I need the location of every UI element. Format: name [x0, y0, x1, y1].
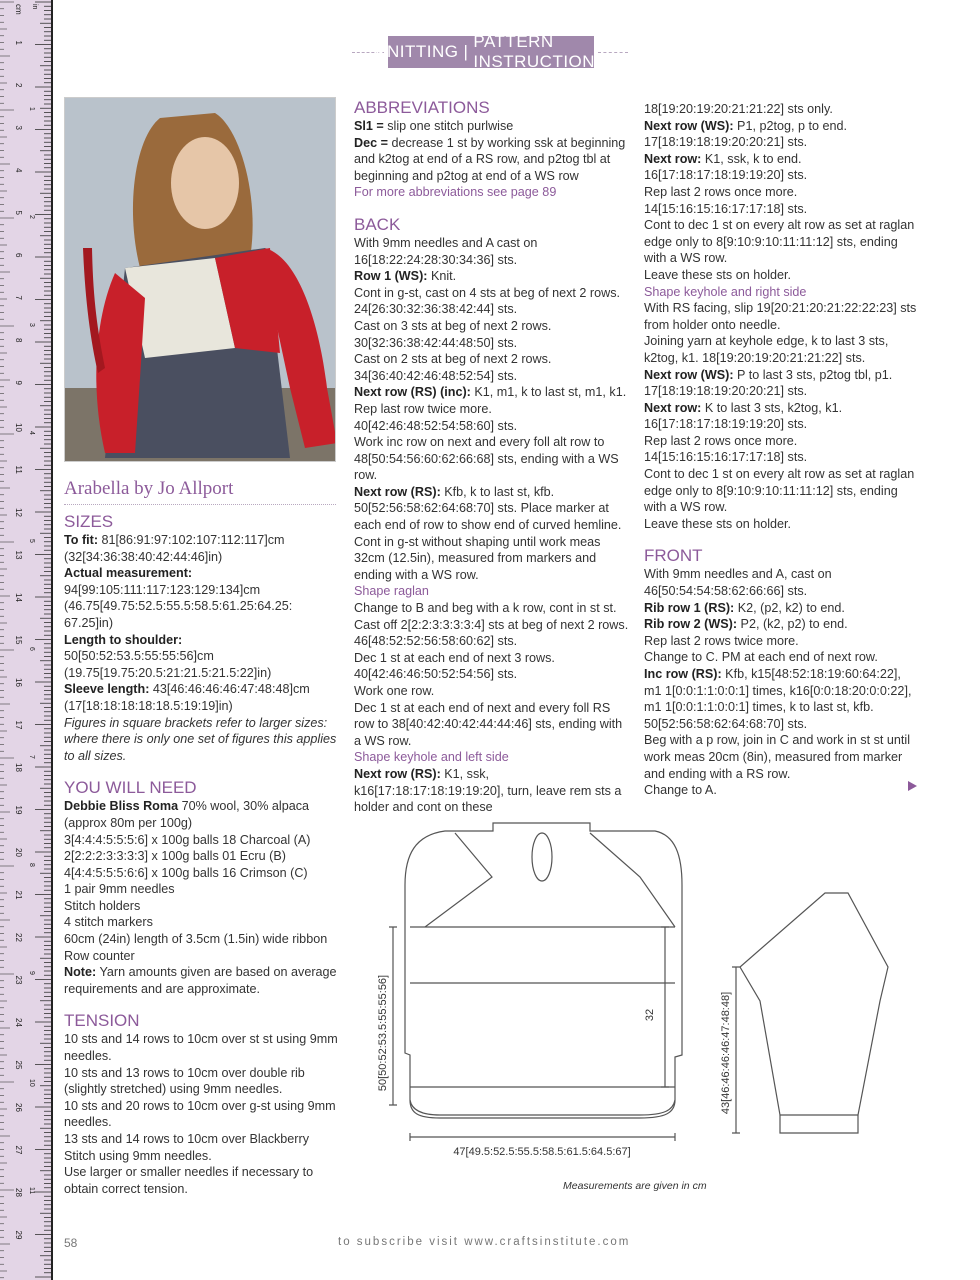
banner-left-text: KNITTING — [375, 42, 459, 61]
keyhole — [532, 833, 552, 881]
ruler-cm-number: 5 — [14, 210, 23, 215]
sizes-heading: SIZES — [64, 512, 114, 531]
back-para: Cast on 2 sts at beg of next 2 rows. 34[36:40:42:46:48:52:54] sts. — [354, 352, 552, 383]
middle-column — [354, 98, 630, 816]
schematic-diagram — [370, 815, 930, 1165]
back-row1 — [354, 268, 630, 285]
yarn-note-text: Yarn amounts given are based on average requirements and are approximate. — [64, 965, 337, 996]
nr2-label: Next row: — [644, 400, 702, 415]
list-item: 3[4:4:4:5:5:5:6] x 100g balls 18 Charcoal (A) — [64, 832, 311, 847]
back-para: Cast on 3 sts at beg of next 2 rows. 30[32:36:38:42:44:48:50] sts. — [354, 318, 552, 350]
nr1-label: Next row: — [644, 151, 702, 166]
ws2-label: Next row (WS): — [644, 367, 734, 382]
actual-measurement-value: 94[99:105:111:117:123:129:134]cm (46.75[49.75:52.5:55.5:58.5:61.25:64.25: 67.25]in) — [64, 582, 293, 630]
ruler-cm-number: 29 — [14, 1230, 23, 1240]
body-outline — [405, 823, 682, 1118]
abbrev-dec-text: decrease 1 st by working ssk at beginning and k2tog at end of a RS row, and p2tog tbl at beginning and p2tog at end of a WS row — [354, 135, 626, 183]
abbrev-dec — [354, 135, 630, 185]
col3-ws2 — [644, 367, 920, 400]
yarn-note — [64, 964, 340, 997]
back-inc-text: K1, m1, k to last st, m1, k1. — [470, 385, 627, 400]
abbrev-sl1-label: Sl1 = — [354, 119, 384, 133]
sleeve-cuff — [780, 1115, 858, 1133]
list-item: 60cm (24in) length of 3.5cm (1.5in) wide ribbon — [64, 932, 328, 947]
ruler-cm-number: 21 — [14, 890, 23, 900]
abbreviations-heading: ABBREVIATIONS — [354, 98, 490, 117]
back-row1-text: Knit. — [427, 269, 457, 284]
tension-heading: TENSION — [64, 1011, 140, 1031]
front-rib2 — [644, 616, 920, 633]
left-side-row — [354, 766, 630, 816]
page-number: 58 — [64, 1236, 78, 1250]
list-item: 4 stitch markers — [64, 915, 153, 930]
ws2-text: P to last 3 sts, p2tog tbl, p1. 17[18:19:18:19:20:20:21] sts. — [644, 367, 893, 399]
ws1-label: Next row (WS): — [644, 118, 734, 133]
front-para: Change to C. PM at each end of next row. — [644, 650, 878, 665]
yarn-desc: 70% wool, 30% alpaca (approx 80m per 100g) — [64, 799, 309, 830]
ruler-in-number: 4 — [28, 431, 35, 435]
ruler-cm-number: 22 — [14, 933, 23, 942]
tension-line: 10 sts and 20 rows to 10cm over g-st using 9mm needles. — [64, 1098, 336, 1130]
front-para: Beg with a p row, join in C and work in st st until work meas 20cm (8in), measured from marker and ending with a RS row. — [644, 733, 910, 781]
ruler-cm-number: 15 — [14, 635, 23, 645]
col3-para: 18[19:20:19:20:21:21:22] sts only. — [644, 102, 833, 116]
length-label: Length to shoulder: — [64, 632, 183, 647]
ruler-cm-number: 12 — [14, 508, 23, 517]
back-para: Cont in g-st without shaping until work meas 32cm (12.5in), measured from markers and ending with a WS row. — [354, 534, 601, 582]
back-row1-label: Row 1 (WS): — [354, 269, 428, 284]
col3-para: With RS facing, slip 19[20:21:20:21:22:22:23] sts from holder onto needle. — [644, 301, 917, 332]
ruler-cm-label: cm — [14, 4, 23, 15]
back-kfb-text: Kfb, k to last st, kfb. 50[52:56:58:62:64:68:70] sts. Place marker at each end of row to show end of curved hemline. — [354, 484, 622, 533]
col3-para: Rep last 2 rows once more. 14[15:16:15:16:17:17:18] sts. — [644, 433, 808, 465]
raglan-para: Dec 1 st at each end of next and every foll RS row to 38[40:42:40:42:44:44:46] sts, ending with a WS row. — [354, 700, 623, 748]
body-height-label: 50[50:52:53.5:55:55:56] — [377, 974, 389, 1092]
ruler-cm-number: 16 — [14, 678, 23, 687]
incf-text: Kfb, k15[48:52:18:19:60:64:22], m1 1[0:0:1:1:0:0:1] times, k16[0:0:18:20:0:0:22], m1 1[0:0:1:1:0:0:1] times, k to last st, kfb. 50[52:56:58:62:64:68:70] sts. — [644, 667, 912, 731]
right-side-heading: Shape keyhole and right side — [644, 284, 807, 299]
col3-para: Leave these sts on holder. — [644, 516, 792, 531]
length-value: 50[50:52:53.5:55:55:56]cm (19.75[19.75:20.5:21:21.5:21.5:22]in) — [64, 649, 272, 680]
ruler-in-number: 8 — [28, 863, 35, 867]
ruler-cm-number: 24 — [14, 1018, 23, 1027]
front-para: Rep last 2 rows twice more. — [644, 633, 799, 648]
model-photo — [64, 97, 336, 462]
measuring-ruler — [0, 0, 53, 1280]
back-kfb-row — [354, 484, 630, 534]
ruler-cm-number: 17 — [14, 720, 23, 730]
tension-line: 10 sts and 14 rows to 10cm over st st using 9mm needles. — [64, 1032, 338, 1064]
banner-separator: | — [463, 42, 469, 61]
nr1-text: K1, ssk, k to end. 16[17:18:17:18:19:19:20] sts. — [644, 151, 808, 183]
col3-para: Leave these sts on holder. — [644, 267, 792, 282]
ruler-cm-number: 7 — [14, 295, 23, 300]
ruler-cm-number: 25 — [14, 1060, 23, 1070]
sweater-illustration — [65, 98, 336, 462]
list-item: Stitch holders — [64, 898, 141, 913]
raglan-para: Change to B and beg with a k row, cont in st st. — [354, 601, 617, 616]
abbrev-sl1 — [354, 118, 630, 135]
tension-line: Use larger or smaller needles if necessary to obtain correct tension. — [64, 1165, 314, 1196]
col3-para: Joining yarn at keyhole edge, k to last 3 sts, k2tog, k1. 18[19:20:19:20:21:21:22] sts. — [644, 334, 889, 365]
raglan-left — [425, 833, 492, 927]
ruler-cm-number: 10 — [14, 423, 23, 432]
raglan-para: Dec 1 st at each end of next 3 rows. 40[42:46:46:50:52:54:56] sts. — [354, 650, 555, 682]
dim-body-width — [410, 1133, 675, 1141]
back-para: Rep last row twice more. 40[42:46:48:52:54:58:60] sts. — [354, 401, 518, 433]
ruler-cm-number: 4 — [14, 168, 23, 173]
sleeve-text — [64, 681, 340, 714]
banner-rule-right — [598, 52, 628, 53]
ruler-cm-number: 26 — [14, 1103, 23, 1112]
back-para: Work inc row on next and every foll alt row to 48[50:54:56:60:62:66:68] sts, ending with a WS row. — [354, 435, 619, 483]
ruler-cm-number: 23 — [14, 975, 23, 985]
right-column — [644, 101, 920, 799]
ruler-scale — [0, 0, 51, 1280]
list-item: 1 pair 9mm needles — [64, 882, 175, 897]
shape-raglan-heading: Shape raglan — [354, 584, 429, 599]
list-item: Row counter — [64, 948, 135, 963]
abbrev-sl1-text: slip one stitch purlwise — [383, 119, 514, 133]
ruler-cm-number: 2 — [14, 83, 23, 88]
left-side-text: K1, ssk, k16[17:18:17:18:19:19:20], turn, leave rem sts a holder and cont on these — [354, 766, 622, 815]
sizes-note: Figures in square brackets refer to larger sizes: where there is only one set of figures this applies to all sizes. — [64, 715, 337, 763]
raglan-right — [590, 833, 675, 927]
ruler-in-number: 11 — [28, 1187, 35, 1195]
ruler-cm-number: 11 — [14, 465, 23, 474]
raglan-para: Cast off 2[2:2:3:3:3:3:4] sts at beg of next 2 rows. 46[48:52:52:56:58:60:62] sts. — [354, 617, 629, 649]
ws1-text: P1, p2tog, p to end. 17[18:19:18:19:20:20:21] sts. — [644, 118, 847, 150]
col3-para: Cont to dec 1 st on every alt row as set at raglan edge only to 8[9:10:9:10:11:11:12] sts, ending with a WS row. — [644, 218, 915, 266]
ruler-in-number: 7 — [28, 755, 35, 759]
to-fit-text — [64, 532, 340, 565]
dim-body-height — [389, 927, 397, 1105]
body-mid-label: 32 — [644, 1008, 656, 1022]
ruler-cm-number: 3 — [14, 125, 23, 130]
nr2-text: K to last 3 sts, k2tog, k1. 16[17:18:17:18:19:19:20] sts. — [644, 400, 843, 432]
ruler-cm-number: 8 — [14, 338, 23, 343]
back-inc-row — [354, 384, 630, 401]
col3-para: Rep last 2 rows once more. 14[15:16:15:16:17:17:18] sts. — [644, 184, 808, 216]
left-side-heading: Shape keyhole and left side — [354, 750, 509, 765]
ruler-in-number: 3 — [28, 323, 35, 327]
sleeve-label: Sleeve length: — [64, 682, 150, 697]
to-fit-label: To fit: — [64, 533, 99, 547]
ruler-cm-number: 14 — [14, 593, 23, 602]
left-column — [64, 512, 340, 1197]
sleeve-value: 43[46:46:46:46:47:48:48]cm (17[18:18:18:18:18.5:19:19]in) — [64, 682, 310, 713]
ruler-cm-number: 28 — [14, 1188, 23, 1197]
ruler-cm-number: 1 — [14, 40, 23, 45]
you-will-need-heading: YOU WILL NEED — [64, 778, 197, 798]
tension-line: 13 sts and 14 rows to 10cm over Blackberry Stitch using 9mm needles. — [64, 1132, 309, 1163]
sleeve-length-label: 43[46:46:46:46:47:48:48] — [720, 991, 732, 1115]
dim-body-mid — [661, 927, 669, 1087]
yarn-note-label: Note: — [64, 965, 97, 980]
col3-para: Cont to dec 1 st on every alt row as set at raglan edge only to 8[9:10:9:10:11:11:12] sts, ending with a WS row. — [644, 467, 915, 515]
back-para: Cont in g-st, cast on 4 sts at beg of next 2 rows. 24[26:30:32:36:38:42:44] sts. — [354, 285, 620, 317]
list-item: 4[4:4:5:5:5:6:6] x 100g balls 16 Crimson (C) — [64, 865, 308, 880]
back-kfb-label: Next row (RS): — [354, 484, 441, 499]
abbrev-dec-label: Dec = — [354, 135, 388, 150]
list-item: 2[2:2:2:3:3:3:3] x 100g balls 01 Ecru (B) — [64, 849, 286, 864]
col3-nr1 — [644, 151, 920, 184]
front-inc-row — [644, 666, 920, 732]
hem-curve — [410, 1100, 675, 1115]
ruler-cm-number: 27 — [14, 1145, 23, 1155]
front-heading: FRONT — [644, 546, 703, 566]
body-width-label: 47[49.5:52.5:55.5:58.5:61.5:64.5:67] — [453, 1146, 631, 1158]
more-abbreviations-link[interactable]: For more abbreviations see page 89 — [354, 185, 557, 200]
ruler-cm-number: 13 — [14, 550, 23, 560]
back-para: With 9mm needles and A cast on 16[18:22:24:28:30:34:36] sts. — [354, 235, 538, 267]
col3-nr2 — [644, 400, 920, 433]
front-rib1 — [644, 600, 920, 617]
ruler-in-number: 5 — [28, 539, 35, 543]
measurements-note: Measurements are given in cm — [563, 1180, 707, 1192]
dim-sleeve-length — [732, 967, 740, 1133]
yarn-text — [64, 798, 340, 831]
rib1-label: Rib row 1 (RS): — [644, 600, 735, 615]
rib2-text: P2, (k2, p2) to end. — [737, 617, 848, 632]
article-title: Arabella by Jo Allport — [64, 478, 336, 505]
ruler-in-number: 6 — [28, 647, 35, 651]
incf-label: Inc row (RS): — [644, 667, 722, 681]
back-heading: BACK — [354, 214, 401, 234]
sleeve-outline — [740, 893, 888, 1115]
banner-right-text: PATTERN INSTRUCTIONS — [473, 32, 607, 71]
col3-ws1 — [644, 118, 920, 151]
ruler-in-number: 1 — [28, 107, 35, 111]
section-banner — [375, 32, 607, 71]
front-para: With 9mm needles and A, cast on 46[50:54:54:58:62:66:66] sts. — [644, 567, 832, 599]
rib2-label: Rib row 2 (WS): — [644, 617, 738, 632]
ruler-in-number: 2 — [28, 215, 35, 219]
front-para: Change to A. — [644, 783, 717, 798]
raglan-para: Work one row. — [354, 684, 435, 698]
ruler-cm-number: 9 — [14, 380, 23, 385]
back-inc-label: Next row (RS) (inc): — [354, 385, 471, 400]
ruler-in-label: in — [31, 4, 38, 10]
ruler-cm-number: 19 — [14, 805, 23, 815]
actual-measurement-label: Actual measurement: — [64, 566, 193, 581]
tension-line: 10 sts and 13 rows to 10cm over double rib (slightly stretched) using 9mm needles. — [64, 1065, 305, 1097]
to-fit-value: 81[86:91:97:102:107:112:117]cm (32[34:36:38:40:42:44:46]in) — [64, 533, 285, 564]
ruler-in-number: 10 — [28, 1079, 35, 1087]
yarn-name: Debbie Bliss Roma — [64, 799, 179, 814]
ruler-cm-number: 6 — [14, 253, 23, 258]
ruler-cm-number: 18 — [14, 763, 23, 772]
continue-arrow-icon — [908, 781, 917, 791]
ruler-in-number: 9 — [28, 971, 35, 975]
ruler-cm-number: 20 — [14, 848, 23, 857]
left-side-label: Next row (RS): — [354, 766, 441, 781]
subscribe-footer[interactable]: to subscribe visit www.craftsinstitute.com — [338, 1236, 631, 1248]
rib1-text: K2, (p2, k2) to end. — [734, 600, 845, 615]
